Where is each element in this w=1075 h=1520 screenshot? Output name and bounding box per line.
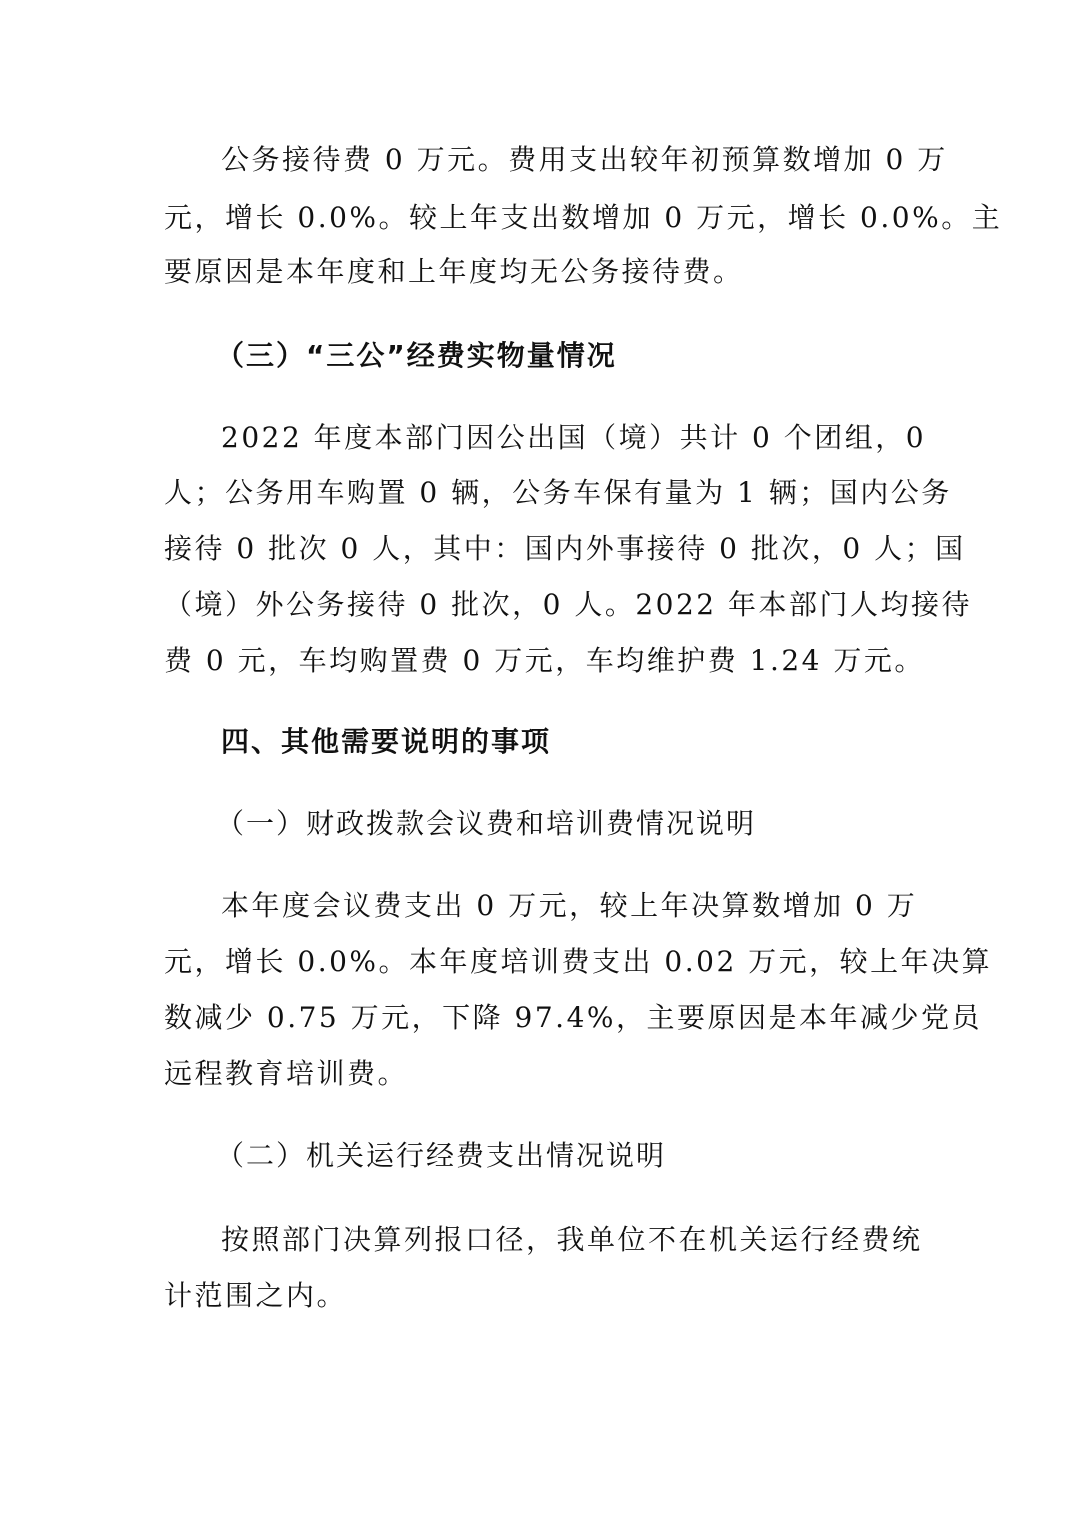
paragraph-reception-line-3: 要原因是本年度和上年度均无公务接待费。 bbox=[164, 255, 744, 288]
paragraph-operation-line-1: 按照部门决算列报口径，我单位不在机关运行经费统 bbox=[221, 1223, 923, 1256]
paragraph-physical-line-5: 费 0 元，车均购置费 0 万元，车均维护费 1.24 万元。 bbox=[164, 644, 925, 677]
paragraph-physical-line-2: 人；公务用车购置 0 辆，公务车保有量为 1 辆；国内公务 bbox=[164, 476, 952, 509]
paragraph-operation-line-2: 计范围之内。 bbox=[164, 1279, 348, 1312]
heading-physical-quantity: （三）“三公”经费实物量情况 bbox=[216, 339, 617, 372]
paragraph-meeting-line-3: 数减少 0.75 万元，下降 97.4%，主要原因是本年减少党员 bbox=[164, 1001, 982, 1034]
paragraph-physical-line-3: 接待 0 批次 0 人，其中：国内外事接待 0 批次，0 人；国 bbox=[164, 532, 966, 565]
paragraph-reception-line-1: 公务接待费 0 万元。费用支出较年初预算数增加 0 万 bbox=[221, 143, 948, 176]
heading-operation-expenses: （二）机关运行经费支出情况说明 bbox=[216, 1139, 667, 1172]
paragraph-meeting-line-4: 远程教育培训费。 bbox=[164, 1057, 409, 1090]
paragraph-meeting-line-2: 元，增长 0.0%。本年度培训费支出 0.02 万元，较上年决算 bbox=[164, 945, 993, 978]
paragraph-reception-line-2: 元，增长 0.0%。较上年支出数增加 0 万元，增长 0.0%。主 bbox=[164, 201, 1003, 234]
paragraph-physical-line-4: （境）外公务接待 0 批次，0 人。2022 年本部门人均接待 bbox=[164, 588, 972, 621]
paragraph-meeting-line-1: 本年度会议费支出 0 万元，较上年决算数增加 0 万 bbox=[221, 889, 918, 922]
paragraph-physical-line-1: 2022 年度本部门因公出国（境）共计 0 个团组，0 bbox=[221, 421, 927, 454]
heading-meeting-training: （一）财政拨款会议费和培训费情况说明 bbox=[216, 807, 757, 840]
heading-section-four: 四、其他需要说明的事项 bbox=[221, 725, 552, 758]
